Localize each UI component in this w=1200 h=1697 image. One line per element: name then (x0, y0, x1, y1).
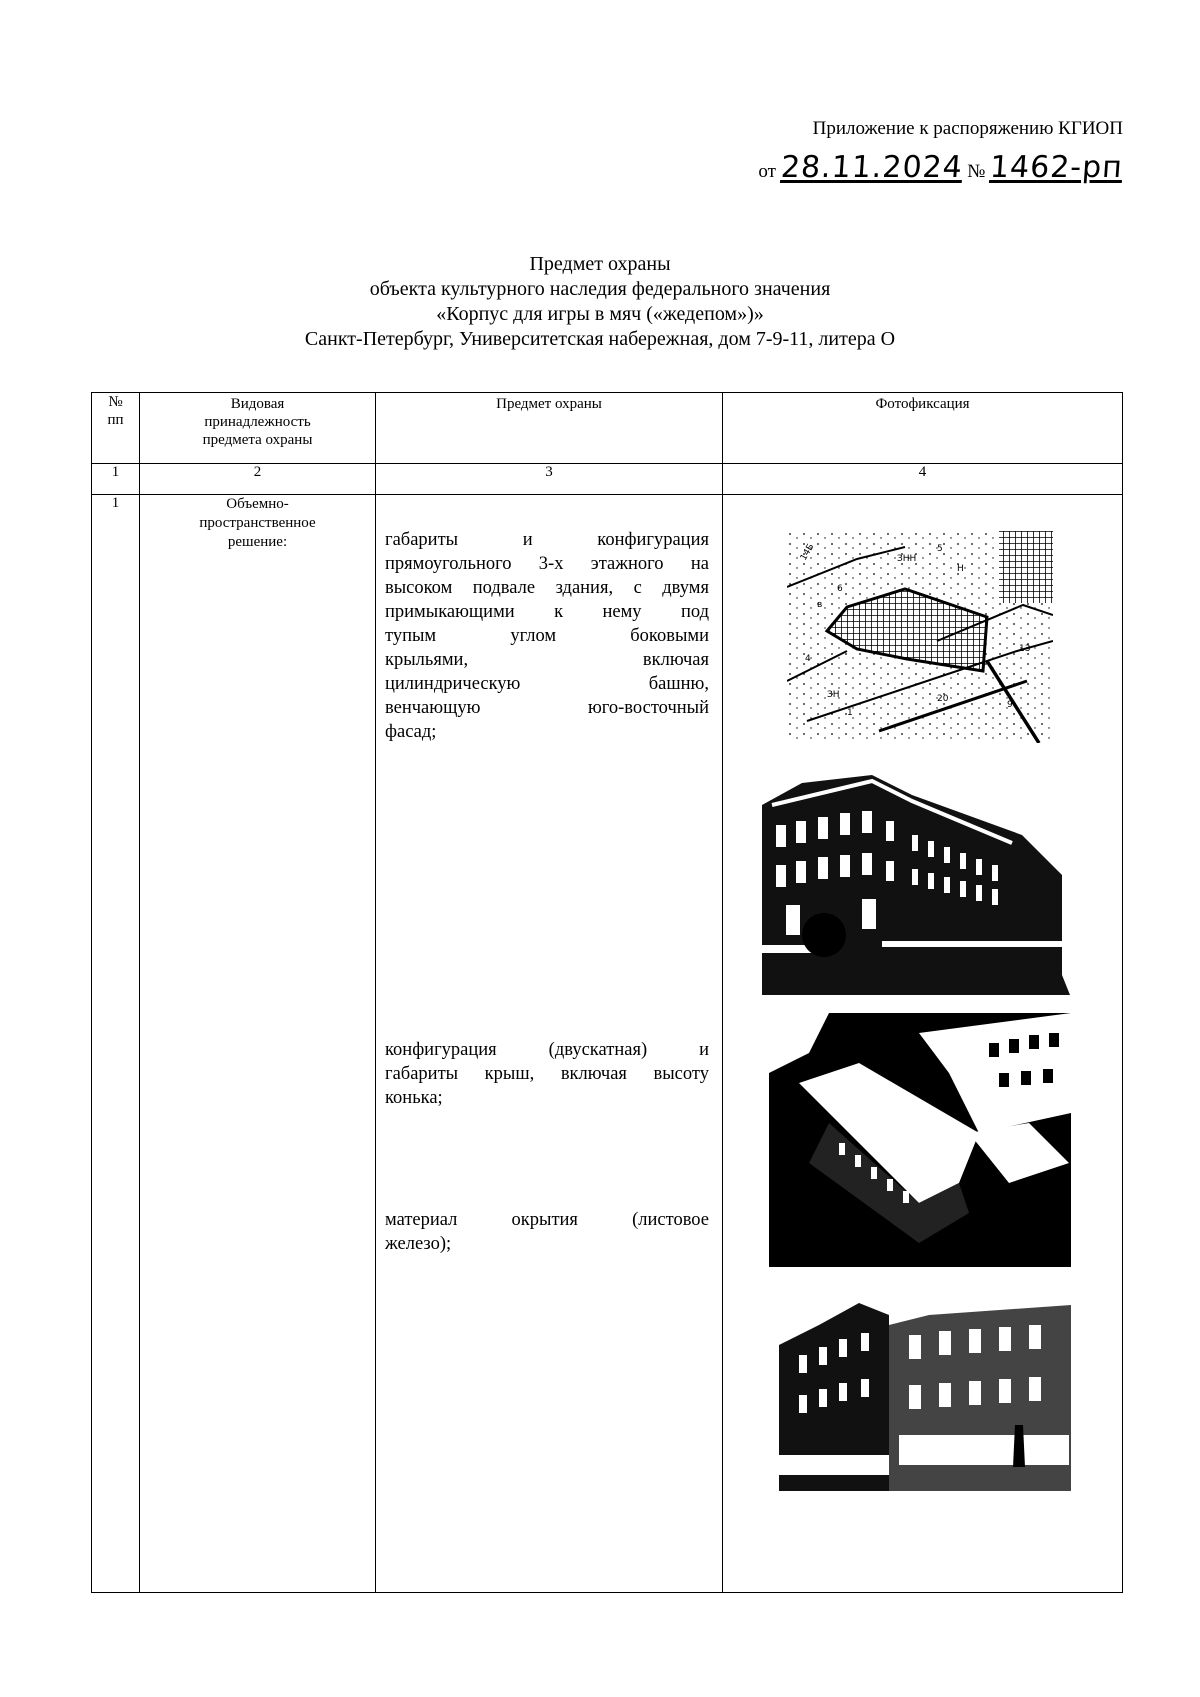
header-type-line-3: предмета охраны (202, 432, 313, 448)
title-line-1: Предмет охраны (529, 253, 671, 275)
protection-subject-table (91, 392, 1123, 1593)
column-number-1: 1 (92, 464, 140, 495)
subject-line: цилиндрическую башню, (385, 674, 709, 694)
svg-text:9: 9 (1007, 700, 1013, 710)
subject-item-dimensions (385, 528, 709, 744)
subject-line: габариты и конфигурация (385, 530, 709, 550)
courtyard-photo (779, 1295, 1071, 1491)
header-subject-label: Предмет охраны (496, 396, 602, 412)
subject-item-roofs (385, 1038, 709, 1110)
column-number-4: 4 (723, 464, 1123, 495)
cadastral-map-image (787, 531, 1053, 743)
header-number-sign: № (108, 394, 123, 410)
appendix-date-number (758, 150, 1123, 185)
row-type (140, 495, 376, 1593)
svg-text:ЗН: ЗН (827, 690, 840, 700)
subject-line: венчающую юго-восточный (385, 698, 709, 718)
header-subject (376, 393, 723, 464)
svg-text:5: 5 (937, 544, 943, 554)
column-number-2: 2 (140, 464, 376, 495)
subject-line: примыкающими к нему под (385, 602, 709, 622)
header-number-pp: пп (107, 412, 124, 428)
svg-text:1: 1 (847, 708, 853, 718)
svg-text:13: 13 (1019, 644, 1031, 654)
row-type-line-2: пространственное (199, 515, 316, 531)
date-prefix: от (758, 161, 776, 182)
subject-line: тупым углом боковыми (385, 626, 709, 646)
header-photo (723, 393, 1123, 464)
subject-line: габариты крыш, включая высоту (385, 1064, 709, 1084)
svg-text:6: 6 (837, 584, 843, 594)
svg-text:ЗНН: ЗНН (897, 554, 917, 564)
subject-line: высоком подвале здания, с двумя (385, 578, 709, 598)
svg-text:20: 20 (937, 694, 949, 704)
header-type-line-2: принадлежность (204, 414, 311, 430)
header-number (92, 393, 140, 464)
svg-text:14Б: 14Б (798, 542, 817, 563)
svg-text:в: в (817, 600, 823, 610)
subject-line: материал окрытия (листовое (385, 1210, 709, 1230)
row-type-line-1: Объемно- (226, 496, 289, 512)
header-photo-label: Фотофиксация (875, 396, 970, 412)
subject-line: конька; (385, 1088, 443, 1108)
title-line-4: Санкт-Петербург, Университетская набережная, дом 7-9-11, литера О (304, 328, 896, 350)
appendix-title: Приложение к распоряжению КГИОП (812, 118, 1123, 139)
handwritten-number: 1462-рп (988, 150, 1125, 185)
svg-text:4: 4 (805, 654, 811, 664)
column-number-3: 3 (376, 464, 723, 495)
title-line-3: «Корпус для игры в мяч («жедепом»)» (436, 303, 764, 325)
table-header-row (92, 393, 1123, 464)
row-subject (376, 495, 723, 1593)
row-number: 1 (92, 495, 140, 1593)
header-type (140, 393, 376, 464)
header-type-line-1: Видовая (230, 396, 285, 412)
subject-line: фасад; (385, 722, 437, 742)
handwritten-date: 28.11.2024 (779, 150, 964, 185)
title-line-2: объекта культурного наследия федерального значения (369, 278, 831, 300)
subject-line: железо); (385, 1234, 452, 1254)
number-prefix: № (967, 161, 986, 182)
subject-line: крыльями, включая (385, 650, 709, 670)
column-numbers-row (92, 464, 1123, 495)
document-title (0, 252, 1200, 352)
building-facade-photo (762, 765, 1070, 995)
roof-aerial-photo (769, 1013, 1071, 1267)
row-photos (723, 495, 1123, 1593)
subject-line: прямоугольного 3-х этажного на (385, 554, 709, 574)
table-row (92, 495, 1123, 1593)
row-type-line-3: решение: (227, 534, 288, 550)
subject-line: конфигурация (двускатная) и (385, 1040, 709, 1060)
subject-item-roof-material (385, 1208, 709, 1256)
svg-text:Н: Н (957, 564, 964, 574)
